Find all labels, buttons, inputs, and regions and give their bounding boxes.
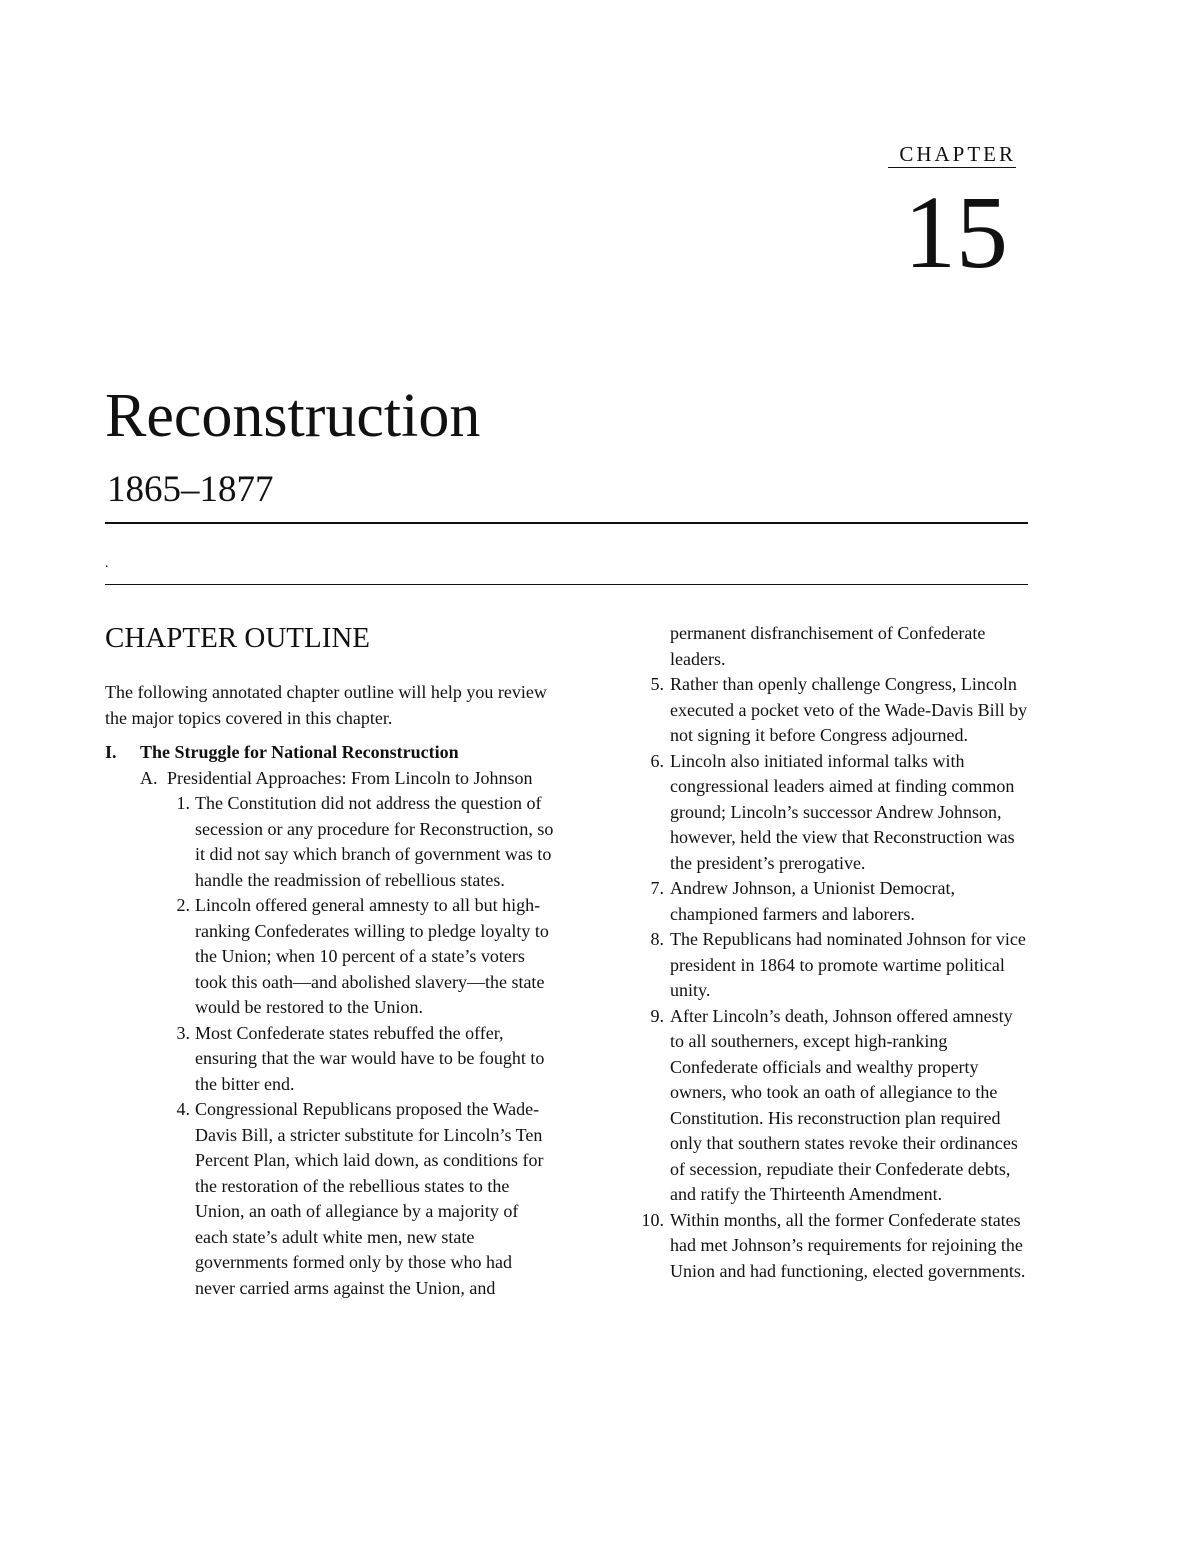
outline-item-text: Lincoln also initiated informal talks with congressional leaders aimed at finding common ground; Lincoln’s successor Andrew Johnson, however, held the view that Reconstruction was the president’s prerogative. [670, 750, 1015, 873]
outline-item-text: Most Confederate states rebuffed the offer, ensuring that the war would have to be fought to the bitter end. [195, 1022, 545, 1094]
outline-item [630, 1004, 1030, 1208]
separator-dot: . [105, 556, 109, 571]
outline-item-text: After Lincoln’s death, Johnson offered amnesty to all southerners, except high-ranking Confederate officials and wealthy property owners, who took an oath of allegiance to the Constitution. His reconstruction plan required only that southern states revoke their ordinances of secession, repudiate their Confederate debts, and ratify the Thirteenth Amendment. [670, 1005, 1018, 1204]
outline-heading: CHAPTER OUTLINE [105, 622, 371, 654]
subsection-letter: A. [140, 767, 158, 788]
outline-item [167, 1097, 555, 1301]
title-rule-thin [105, 584, 1028, 585]
outline-item [630, 1208, 1030, 1285]
outline-item-number: 3. [176, 1022, 190, 1043]
outline-item [167, 1021, 555, 1098]
subsection-heading [140, 766, 555, 792]
outline-item-number: 7. [650, 878, 664, 898]
outline-item-number: 4. [176, 1099, 190, 1119]
outline-item [630, 927, 1030, 1004]
outline-item-text: The Republicans had nominated Johnson for vice president in 1864 to promote wartime political unity. [670, 929, 1026, 1000]
chapter-number: 15 [904, 175, 1008, 290]
outline-item-number: 2. [176, 895, 190, 915]
outline-item [630, 749, 1030, 877]
outline-item-number: 9. [650, 1005, 664, 1026]
outline-item [630, 876, 1030, 927]
outline-item-text: Within months, all the former Confederate states had met Johnson’s requirements for rejoining the Union and had functioning, elected governments. [670, 1209, 1026, 1281]
outline-item-number: 10. [641, 1209, 664, 1230]
outline-intro: The following annotated chapter outline will help you review the major topics covered in this chapter. [105, 682, 547, 728]
chapter-title: Reconstruction [105, 382, 481, 450]
outline-item-text: Lincoln offered general amnesty to all but high-ranking Confederates willing to pledge loyalty to the Union; when 10 percent of a state’s voters took this oath—and abolished slavery—the state would be restored to the Union. [195, 895, 549, 1017]
outline-item-text: The Constitution did not address the question of secession or any procedure for Reconstruction, so it did not say which branch of government was to handle the readmission of rebellious states. [195, 793, 554, 890]
outline-item [167, 791, 555, 893]
chapter-label: CHAPTER [888, 142, 1016, 168]
outline-left-column [105, 620, 555, 1301]
title-rule-thick [105, 522, 1028, 524]
outline-item-text: Andrew Johnson, a Unionist Democrat, championed farmers and laborers. [670, 878, 955, 924]
subsection-title: Presidential Approaches: From Lincoln to Johnson [167, 767, 533, 788]
outline-item-text: Congressional Republicans proposed the Wade-Davis Bill, a stricter substitute for Lincoln’s Ten Percent Plan, which laid down, as conditions for the restoration of the rebellious states to the Union, an oath of allegiance by a majority of each state’s adult white men, new state governments formed only by those who had never carried arms against the Union, and [195, 1099, 544, 1298]
section-heading [105, 740, 555, 766]
outline-item-continuation: permanent disfranchisement of Confederate leaders. [670, 623, 986, 669]
outline-item-number: 8. [650, 929, 664, 949]
outline-item-number: 6. [650, 750, 664, 771]
outline-item-number: 5. [650, 674, 664, 694]
outline-item-number: 1. [176, 793, 190, 813]
outline-right-column [630, 621, 1030, 1284]
section-title: The Struggle for National Reconstruction [140, 742, 459, 762]
chapter-dates: 1865–1877 [107, 469, 274, 510]
outline-item [167, 893, 555, 1021]
section-number: I. [105, 742, 117, 762]
outline-item [630, 672, 1030, 749]
outline-item-text: Rather than openly challenge Congress, Lincoln executed a pocket veto of the Wade-Davis Bill by not signing it before Congress adjourned. [670, 674, 1028, 745]
